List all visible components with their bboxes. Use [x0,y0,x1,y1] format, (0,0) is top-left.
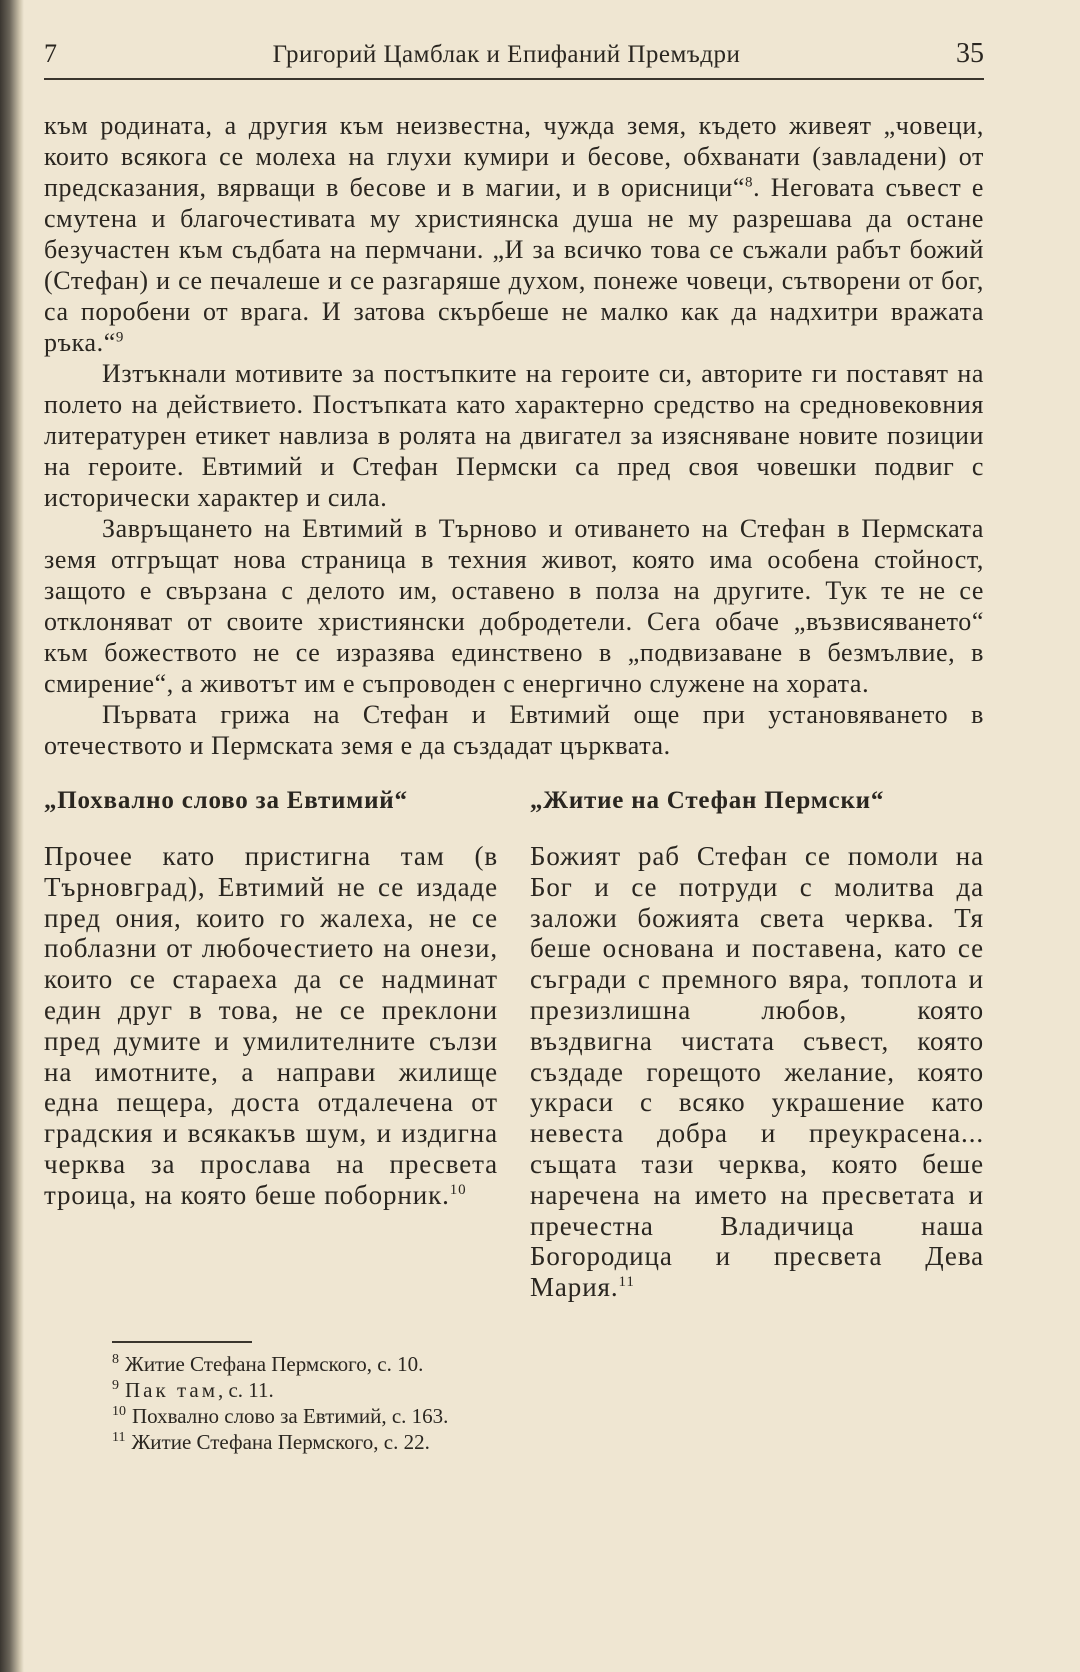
left-column-quote: Прочее като пристигна там (в Търновград), Евтимий не се издаде пред ония, които го жалеха, не се поблазни от любочестието на онези, които се стараеха да се надминат един друг в това, не се преклони пред думите и умилителните сълзи на имотните, а направи жилище една пещера, доста отдалечена от градския и всякакъв шум, и издигна черква за прослава на пресвета троица, на която беше поборник. [44,841,498,1210]
running-title: Григорий Цамблак и Епифаний Премъдри [272,41,741,68]
footnote-8 [112,1351,984,1377]
footnote-mark: 9 [112,1377,119,1393]
footnote-11 [112,1429,984,1455]
footnote-mark: 11 [112,1429,126,1445]
right-column [530,787,984,1303]
footnote-text: Похвално слово за Евтимий, с. 163. [132,1403,449,1428]
footnote-divider [112,1341,252,1343]
left-column [44,787,498,1303]
paragraph-4: Първата грижа на Стефан и Евтимий още при установяването в отечеството и Пермската земя е да създадат църквата. [44,700,984,760]
book-page [44,38,984,1455]
paragraph-1 [44,110,984,358]
right-column-text [530,841,984,1303]
paragraph-3: Завръщането на Евтимий в Търново и отиването на Стефан в Пермската земя отгръщат нова страница в техния живот, която има особена стойност, защото е свързана с делото им, оставено в полза на другите. Тук те не се отклоняват от своите християнски добродетели. Сега обаче „възвисяването“ към божеството не се изразява единствено в „подвизаване в безмълвие, в смирение“, а животът им е съпроводен с енергично служене на хората. [44,514,984,698]
footnote-text: , с. 11. [217,1377,274,1402]
paragraph-1-part-a: към родината, а другия към неизвестна, чужда земя, където живеят „човеци, които всякога се молеха на глухи кумири и бесове, обхванати (завладени) от предсказания, вярващи в бесове и в магии, и в орисници“ [44,111,984,202]
main-text [44,110,984,761]
footnote-10 [112,1403,984,1429]
footnote-ref-9[interactable]: 9 [115,329,124,346]
footnote-9 [112,1377,984,1403]
footnote-ref-11[interactable]: 11 [618,1274,635,1291]
left-column-heading: „Похвално слово за Евтимий“ [44,787,408,814]
paragraph-2: Изтъкнали мотивите за постъпките на героите си, авторите ги поставят на полето на действието. Постъпката като характерно средство на средновековния литературен етикет навлиза в ролята на двигател за изясняване новите позиции на героите. Евтимий и Стефан Пермски са пред своя човешки подвиг с исторически характер и сила. [44,359,984,512]
paragraph-1-part-b: . Неговата съвест е смутена и благочестивата му християнска душа не му разрешава да остане безучастен към съдбата на пермчани. „И за всичко това се съжали рабът божий (Стефан) и се печалеше и се разгаряше духом, понеже човеци, сътворени от бог, са поробени от врага. И затова скърбеше не малко как да надхитри вражата ръка.“ [44,173,984,357]
book-spine-shadow [0,0,24,1672]
right-column-quote: Божият раб Стефан се помоли на Бог и се потруди с молитва да заложи божията света черква. Тя беше основана и поставена, като се съгради с премного вяра, топлота и презизлишна любов, която въздвигна чистата съвест, която създаде горещото желание, която украси с всяко украшение като невеста добра и преукрасена... същата тази черква, която беше наречена на името на пресветата и пречестна Владичица наша Богородица и пресвета Дева Мария. [530,841,984,1303]
page-number: 35 [956,38,984,69]
footnote-text: Житие Стефана Пермского, с. 22. [131,1429,430,1454]
footnote-mark: 8 [112,1351,119,1367]
footnotes [112,1351,984,1455]
footnote-text: Житие Стефана Пермского, с. 10. [125,1351,424,1376]
footnote-mark: 10 [112,1403,126,1419]
chapter-number: 7 [44,39,57,68]
footnote-ref-10[interactable]: 10 [449,1181,467,1198]
footnote-text-spaced: Пак там [125,1377,218,1402]
right-column-heading: „Житие на Стефан Пермски“ [530,787,885,814]
running-header [44,38,984,80]
left-column-text [44,841,498,1211]
footnote-ref-8[interactable]: 8 [745,174,754,191]
parallel-columns [44,787,984,1303]
